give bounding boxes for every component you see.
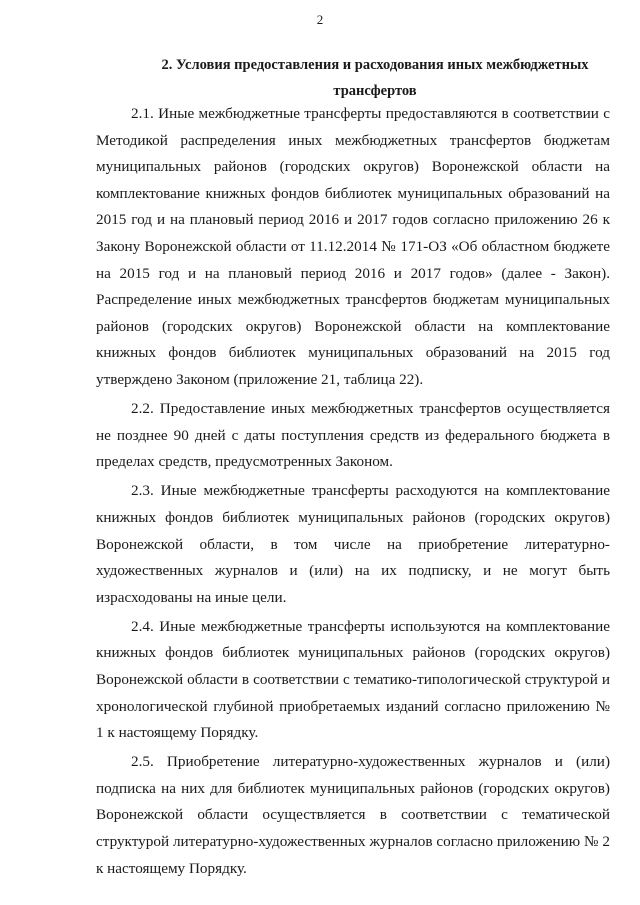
paragraph-2-1: 2.1. Иные межбюджетные трансферты предоставляются в соответствии с Методикой распределения иных межбюджетных трансфертов бюджетам муниципальных районов (городских округов) Воронежской области на комплектование книжных фондов библиотек муниципальных образований на 2015 год и на плановый период 2016 и 2017 годов согласно приложению 26 к Закону Воронежской области от 11.12.2014 № 171-ОЗ «Об областном бюджете на 2015 год и на плановый период 2016 и 2017 годов» (далее - Закон). Распределение иных межбюджетных трансфертов бюджетам муниципальных районов (городских округов) Воронежской области на комплектование книжных фондов библиотек муниципальных образований на 2015 год утверждено Законом (приложение 21, таблица 22). [96, 105, 610, 388]
paragraph-2-5: 2.5. Приобретение литературно-художественных журналов и (или) подписка на них для библиотек муниципальных районов (городских округов) Воронежской области осуществляется в соответствии с тематической структурой литературно-художественных журналов согласно приложению № 2 к настоящему Порядку. [96, 753, 610, 877]
paragraph-2-3: 2.3. Иные межбюджетные трансферты расходуются на комплектование книжных фондов библиотек муниципальных районов (городских округов) Воронежской области, в том числе на приобретение литературно-художественных журналов и (или) на их подписку, и не могут быть израсходованы на иные цели. [96, 482, 610, 606]
paragraph-2-2: 2.2. Предоставление иных межбюджетных трансфертов осуществляется не позднее 90 дней с даты поступления средств из федерального бюджета в пределах средств, предусмотренных Законом. [96, 400, 610, 471]
page-number: 2 [316, 12, 324, 27]
paragraph-2-4: 2.4. Иные межбюджетные трансферты используются на комплектование книжных фондов библиотек муниципальных районов (городских округов) Воронежской области в соответствии с тематико-типологической структурой и хронологической глубиной приобретаемых изданий согласно приложению № 1 к настоящему Порядку. [96, 617, 610, 742]
document-body [96, 101, 610, 885]
section-title: 2. Условия предоставления и расходования иных межбюджетных трансфертов [161, 57, 589, 99]
